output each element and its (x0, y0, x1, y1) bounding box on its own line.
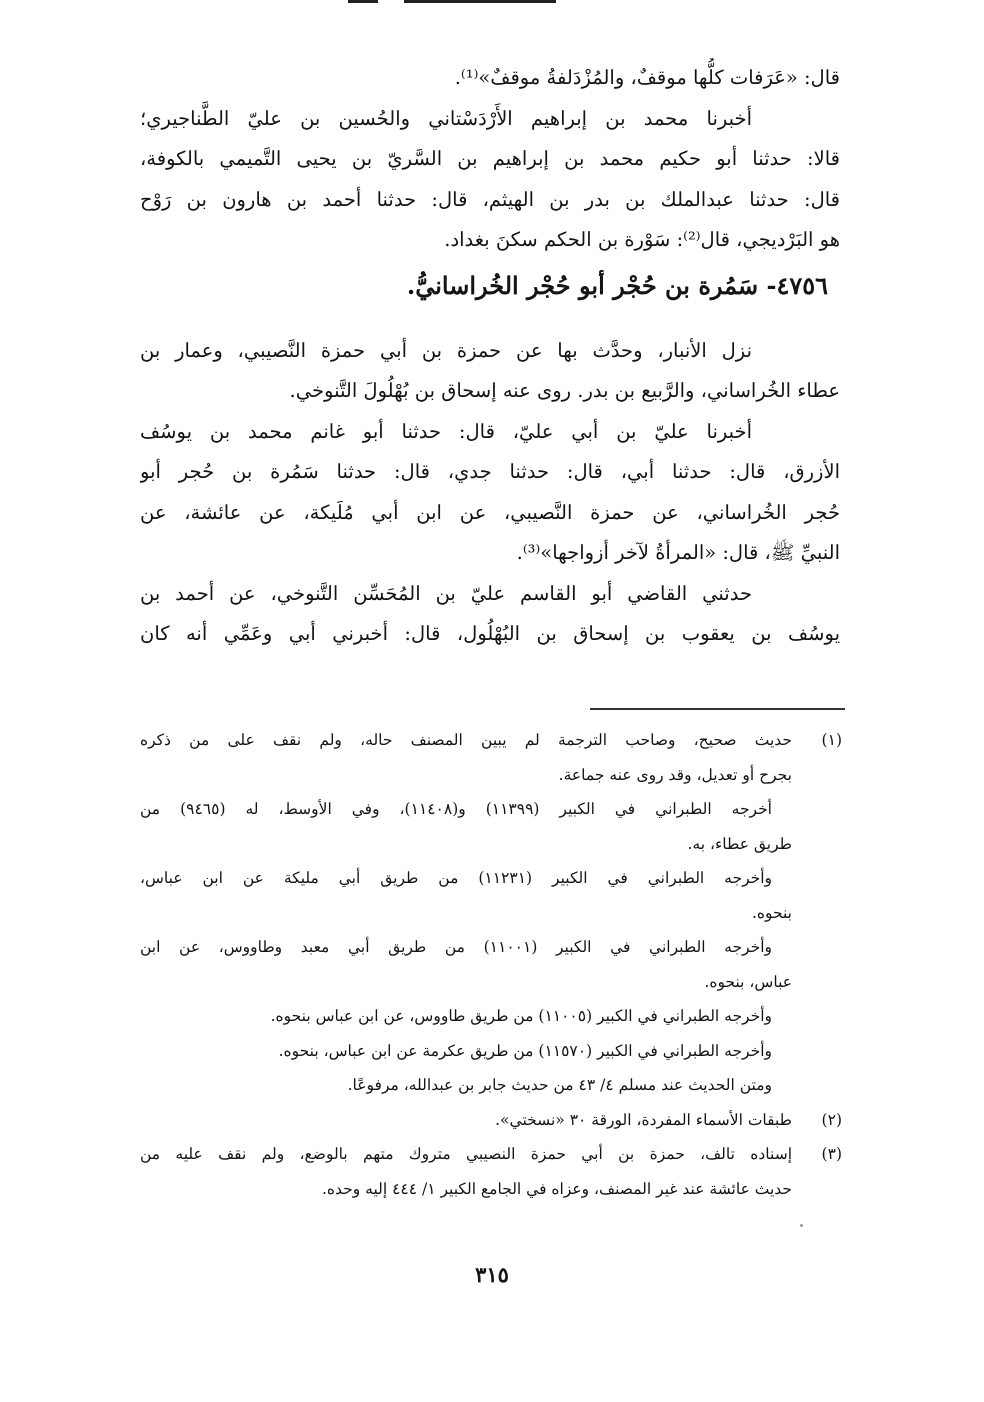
text-line: هو البَرْديجي، قال⁽²⁾: سَوْرة بن الحكم سكنَ بغداد. (444, 228, 840, 251)
entry-heading: ٤٧٥٦- سَمُرة بن حُجْر أبو حُجْر الخُراسانيُّ. (406, 270, 828, 300)
footnote-line: بجرح أو تعديل، وقد روى عنه جماعة. (558, 765, 792, 784)
text-line: عطاء الخُراساني، والرَّبيع بن بدر. روى عنه إسحاق بن بُهْلُولَ التَّنوخي. (289, 379, 840, 402)
text-line: النبيِّ ﷺ، قال: «المرأةُ لآخر أزواجها»⁽³⁾. (516, 541, 840, 564)
text-line: أخبرنا محمد بن إبراهيم الأَرْدَسْتاني والحُسين بن عليّ الطَّناجيري؛ (140, 106, 752, 130)
footnote-3 (140, 1137, 842, 1206)
text-line: قال: «عَرَفات كلُّها موقفٌ، والمُزْدَلفةُ موقفٌ»⁽¹⁾. (454, 66, 840, 89)
footnote-line: حديث عائشة عند غير المصنف، وعزاه في الجامع الكبير ١/ ٤٤٤ إليه وحده. (321, 1179, 792, 1198)
top-rule-right (404, 0, 556, 3)
footnote-number: (٣) (821, 1145, 842, 1163)
footnote-line: وأخرجه الطبراني في الكبير (١١٢٣١) من طريق أبي مليكة عن ابن عباس، (140, 869, 772, 887)
footnote-line: أخرجه الطبراني في الكبير (١١٣٩٩) و(١١٤٠٨)، وفي الأوسط، له (٩٤٦٥) من (140, 800, 772, 818)
text-line: قالا: حدثنا أبو حكيم محمد بن إبراهيم بن السَّريّ بن يحيى التَّميمي بالكوفة، (140, 147, 840, 170)
text-line: قال: حدثنا عبدالملك بن بدر بن الهيثم، قال: حدثنا أحمد بن هارون بن رَوْح (140, 187, 840, 211)
footnote-line: وأخرجه الطبراني في الكبير (١١٠٠٥) من طريق طاووس، عن ابن عباس بنحوه. (270, 1007, 772, 1025)
text-line: حدثني القاضي أبو القاسم عليّ بن المُحَسِّن التَّنوخي، عن أحمد بن (140, 581, 752, 605)
footnote-line: بنحوه. (751, 903, 792, 922)
scan-speck (800, 1224, 803, 1227)
footnote-line: إسناده تالف، حمزة بن أبي حمزة النصيبي متروك متهم بالوضع، ولم نقف عليه من (140, 1145, 792, 1163)
text-line: حُجر الخُراساني، عن حمزة النَّصيبي، عن ابن أبي مُلَيكة، عن عائشة، عن (140, 500, 840, 524)
footnote-1 (140, 723, 842, 1103)
text-line: الأزرق، قال: حدثنا أبي، قال: حدثنا جدي، قال: حدثنا سَمُرة بن حُجر أبو (140, 460, 840, 483)
footnote-number: (١) (821, 731, 842, 749)
footnote-number: (٢) (821, 1110, 842, 1129)
text-line: أخبرنا عليّ بن أبي عليّ، قال: حدثنا أبو غانم محمد بن يوسُف (140, 419, 752, 443)
footnote-line: وأخرجه الطبراني في الكبير (١١٥٧٠) من طريق عكرمة عن ابن عباس، بنحوه. (278, 1041, 772, 1060)
footnote-2 (140, 1103, 842, 1138)
top-rule-left (348, 0, 378, 3)
footnote-line: حديث صحيح، وصاحب الترجمة لم يبين المصنف حاله، ولم نقف على من ذكره (140, 731, 792, 749)
footnote-line: طبقات الأسماء المفردة، الورقة ٣٠ «نسختي». (495, 1110, 792, 1129)
footnote-line: ومتن الحديث عند مسلم ٤/ ٤٣ من حديث جابر بن عبدالله، مرفوعًا. (347, 1076, 772, 1094)
text-line: يوسُف بن يعقوب بن إسحاق بن البُهْلُول، قال: أخبرني أبي وعَمِّي أنه كان (140, 622, 840, 645)
footnote-line: طريق عطاء، به. (687, 834, 792, 853)
footnotes (140, 723, 842, 1206)
footnote-line: وأخرجه الطبراني في الكبير (١١٠٠١) من طريق أبي معبد وطاووس، عن ابن (140, 938, 772, 956)
footnote-line: عباس، بنحوه. (704, 972, 792, 991)
main-text (140, 58, 840, 655)
page-number: ٣١٥ (475, 1262, 509, 1287)
text-line: نزل الأنبار، وحدَّث بها عن حمزة بن أبي حمزة النَّصيبي، وعمار بن (140, 338, 752, 362)
footnote-separator (590, 708, 845, 710)
